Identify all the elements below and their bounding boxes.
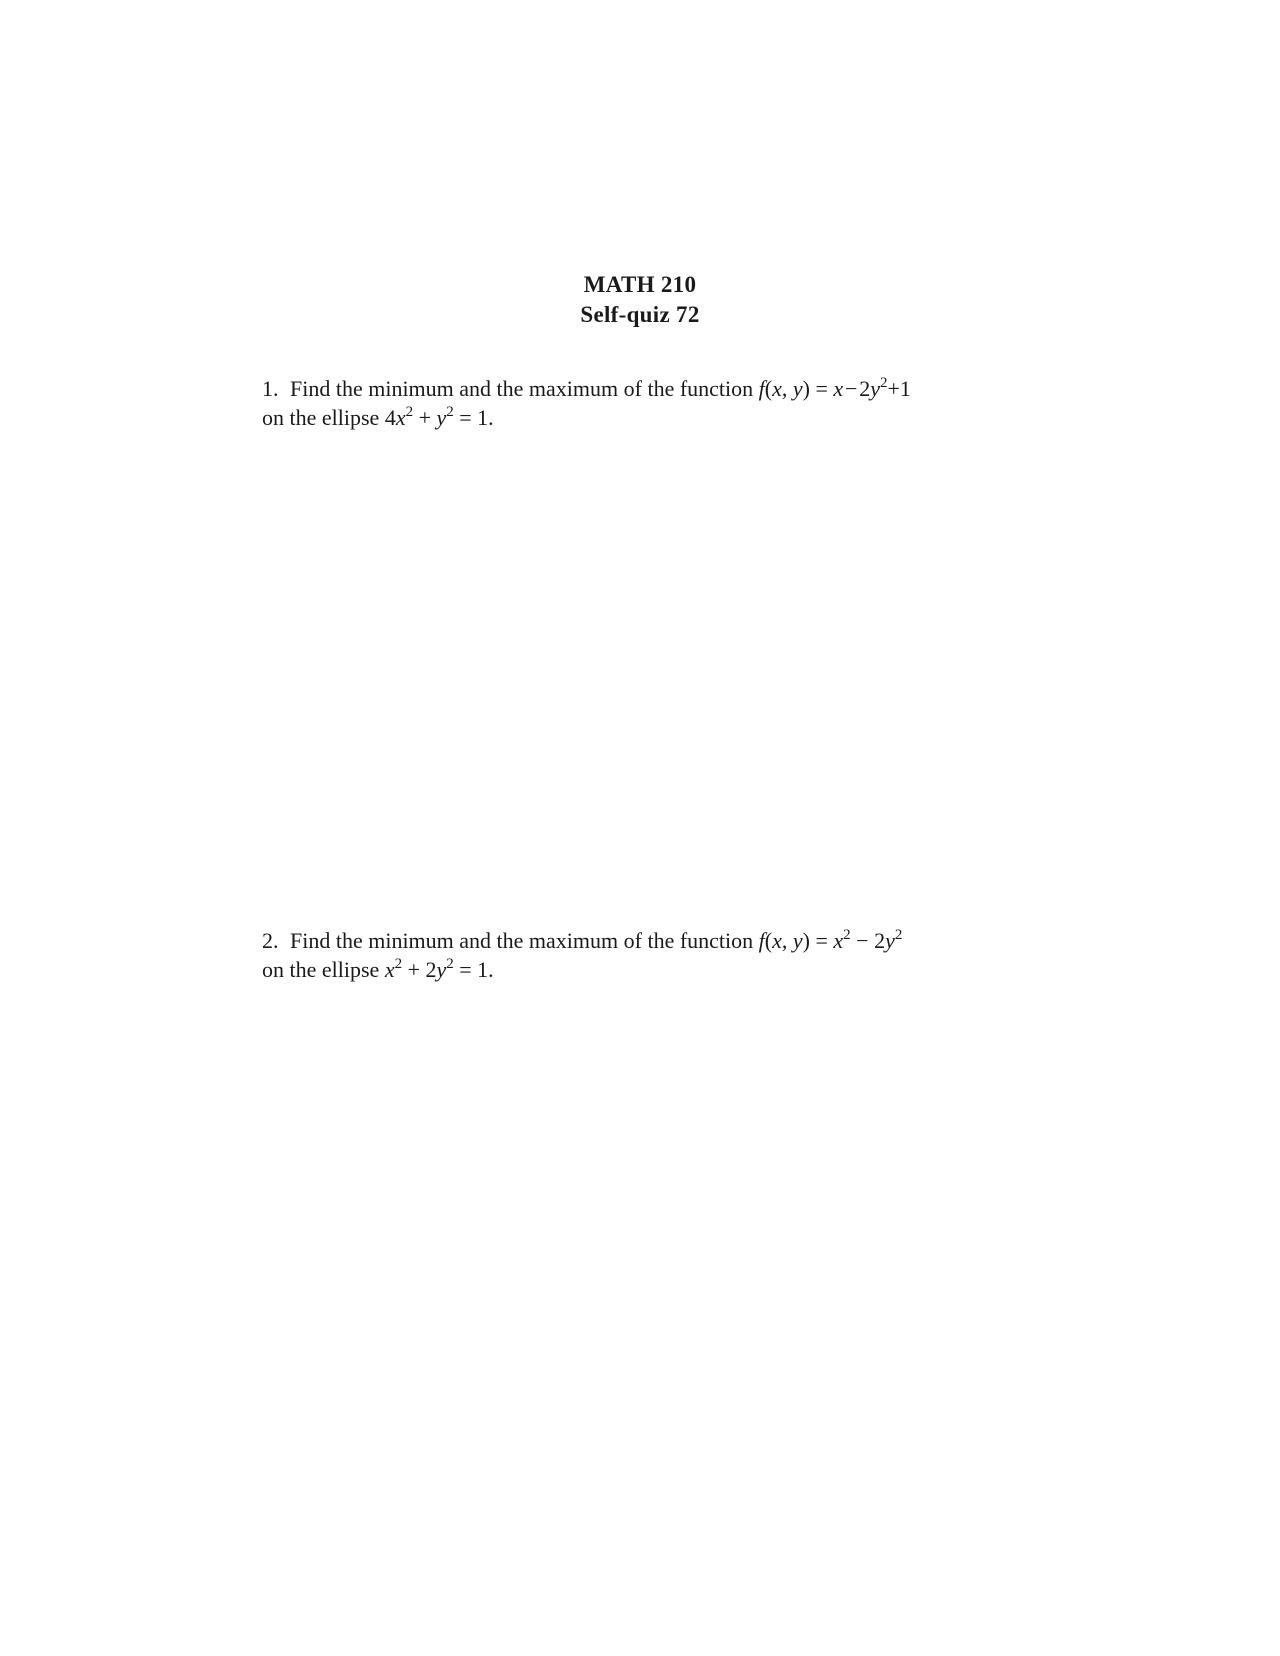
quiz-title: Self-quiz 72 — [580, 302, 700, 327]
problem-statement: Find the minimum and the maximum of the function — [290, 376, 754, 401]
problem-number: 2. — [262, 928, 279, 953]
problem-1 — [262, 374, 1022, 432]
constraint-intro: on the ellipse — [262, 405, 380, 430]
ellipse-constraint: $4x^2 + y^2 = 1$. — [384, 404, 494, 430]
constraint-intro: on the ellipse — [262, 957, 380, 982]
function-definition: f(x, $y) = x^2 - 2y^2$ — [758, 927, 903, 953]
ellipse-constraint: $x^2 + 2y^2 = 1$. — [384, 956, 494, 982]
problem-number: 1. — [262, 376, 279, 401]
problem-2-text — [262, 926, 1022, 955]
problem-1-text — [262, 374, 1022, 403]
page-header — [0, 270, 1280, 330]
problem-1-constraint — [262, 403, 1022, 432]
function-definition: f(x, y) = x − $2y^2+1$ — [758, 375, 911, 401]
problem-2 — [262, 926, 1022, 984]
course-title: MATH 210 — [583, 272, 697, 297]
problem-2-constraint — [262, 955, 1022, 984]
problem-statement: Find the minimum and the maximum of the function — [290, 928, 754, 953]
